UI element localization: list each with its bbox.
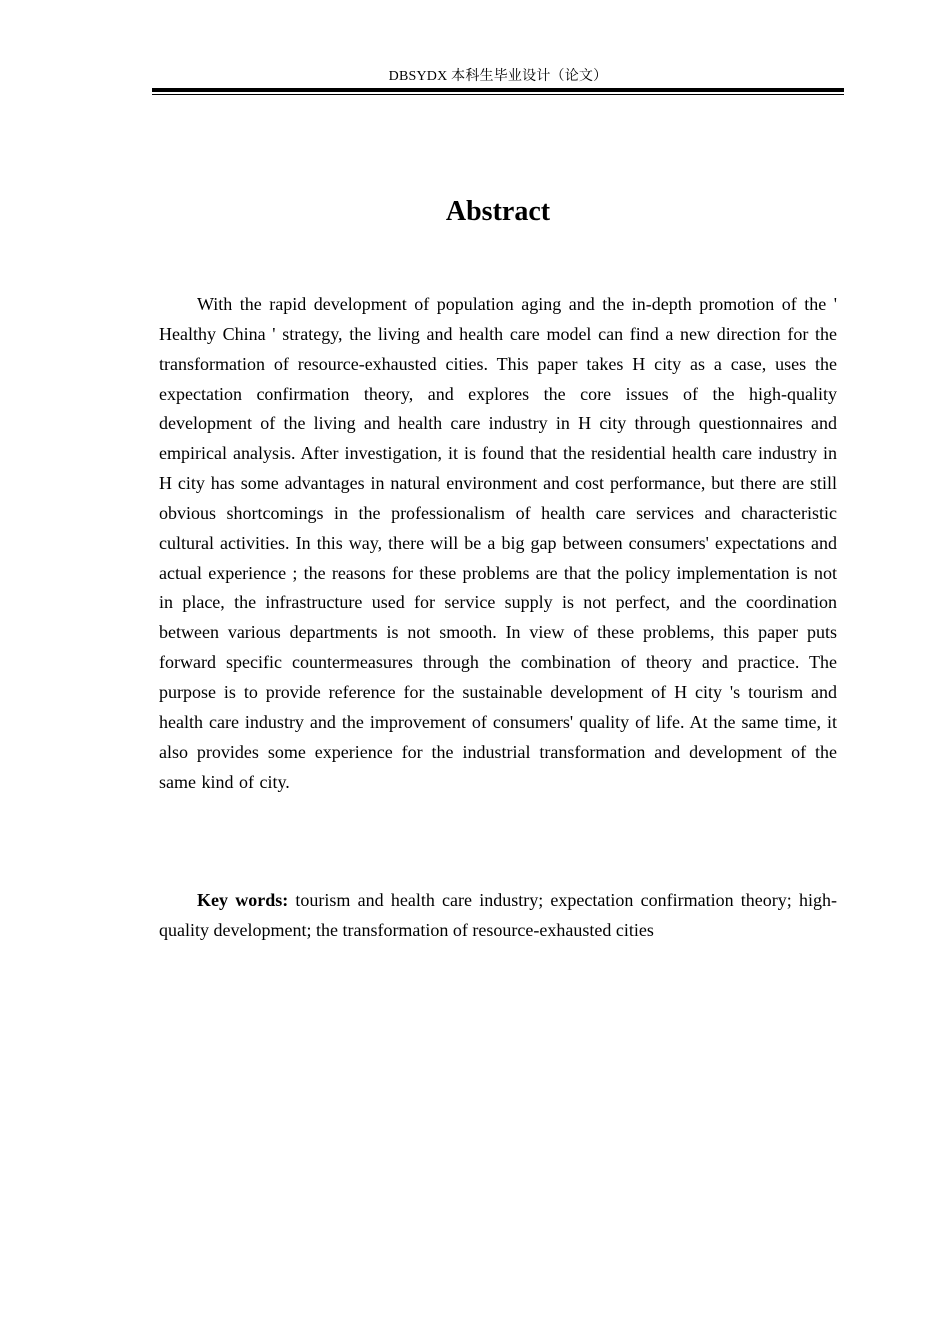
- header-rule-thick: [152, 88, 844, 92]
- keywords-text: tourism and health care industry; expectation confirmation theory; high-quality development; the transformation of resource-exhausted cities: [159, 890, 837, 940]
- keywords-paragraph: [159, 886, 837, 946]
- header-rule-thin: [152, 94, 844, 95]
- abstract-paragraph: With the rapid development of population aging and the in-depth promotion of the ' Healthy China ' strategy, the living and health care model can find a new direction for the transformation of resource-exhausted cities. This paper takes H city as a case, uses the expectation confirmation theory, and explores the core issues of the high-quality development of the living and health care industry in H city through questionnaires and empirical analysis. After investigation, it is found that the residential health care industry in H city has some advantages in natural environment and cost performance, but there are still obvious shortcomings in the professionalism of health care services and characteristic cultural activities. In this way, there will be a big gap between consumers' expectations and actual experience ; the reasons for these problems are that the policy implementation is not in place, the infrastructure used for service supply is not perfect, and the coordination between various departments is not smooth. In view of these problems, this paper puts forward specific countermeasures through the combination of theory and practice. The purpose is to provide reference for the sustainable development of H city 's tourism and health care industry and the improvement of consumers' quality of life. At the same time, it also provides some experience for the industrial transformation and development of the same kind of city.: [159, 294, 837, 792]
- page-header: DBSYDX 本科生毕业设计（论文）: [388, 69, 608, 84]
- keywords-label: Key words:: [197, 890, 289, 910]
- page-title: Abstract: [445, 196, 551, 227]
